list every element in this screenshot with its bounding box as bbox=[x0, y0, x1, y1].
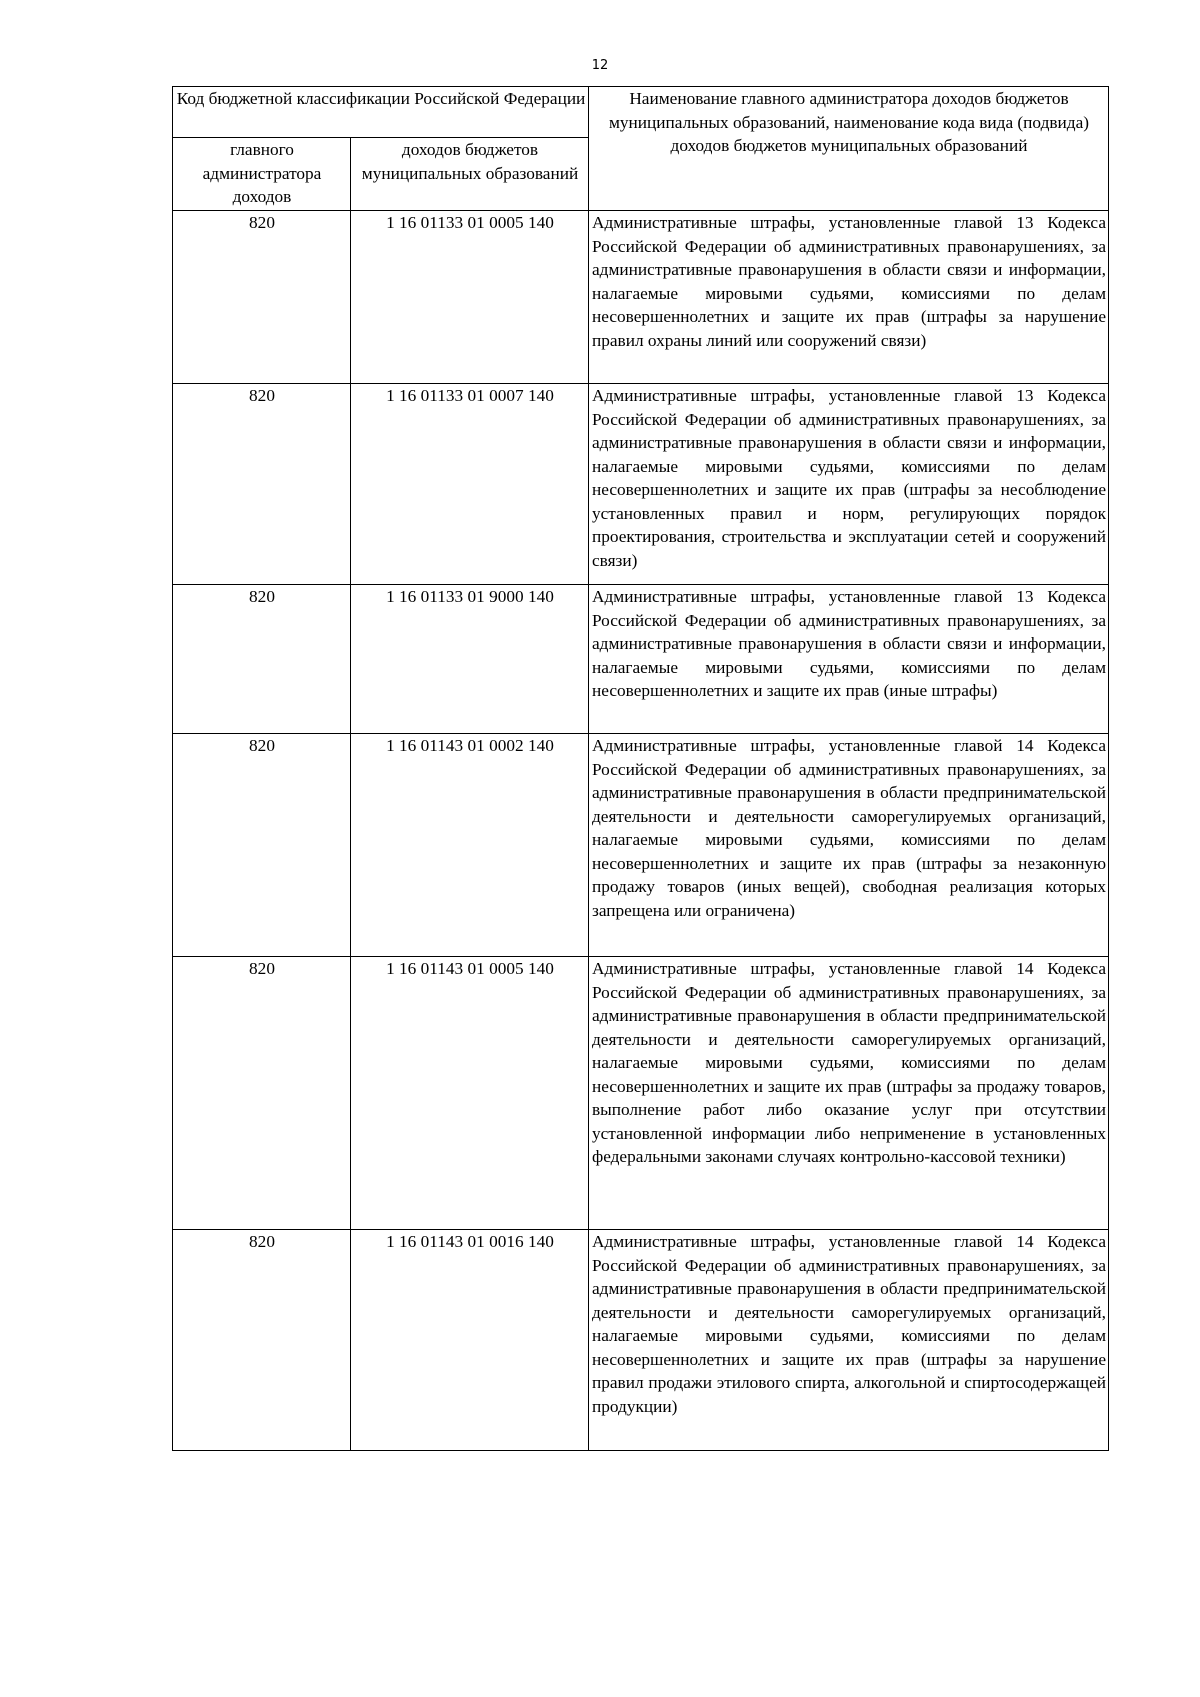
admin-code-cell: 820 bbox=[173, 211, 351, 384]
description-cell: Административные штрафы, установленные главой 13 Кодекса Российской Федерации об административных правонарушениях, за административные правонарушения в области связи и информации, налагаемые мировыми судьями, комиссиями по делам несовершеннолетних и защите их прав (штрафы за нарушение правил охраны линий или сооружений связи) bbox=[589, 211, 1109, 384]
description-cell: Административные штрафы, установленные главой 13 Кодекса Российской Федерации об административных правонарушениях, за административные правонарушения в области связи и информации, налагаемые мировыми судьями, комиссиями по делам несовершеннолетних и защите их прав (иные штрафы) bbox=[589, 585, 1109, 734]
admin-code-cell: 820 bbox=[173, 1230, 351, 1451]
admin-code-cell: 820 bbox=[173, 957, 351, 1230]
income-code-cell: 1 16 01143 01 0016 140 bbox=[351, 1230, 589, 1451]
admin-code-cell: 820 bbox=[173, 384, 351, 585]
table-row bbox=[173, 957, 1109, 1230]
income-code-cell: 1 16 01133 01 9000 140 bbox=[351, 585, 589, 734]
header-name-column: Наименование главного администратора доходов бюджетов муниципальных образований, наименование кода вида (подвида) доходов бюджетов муниципальных образований bbox=[589, 87, 1109, 211]
budget-classification-table bbox=[172, 86, 1109, 1451]
header-income-column: доходов бюджетов муниципальных образований bbox=[351, 138, 589, 211]
income-code-cell: 1 16 01143 01 0002 140 bbox=[351, 734, 589, 957]
table-row bbox=[173, 585, 1109, 734]
page-number: 12 bbox=[591, 58, 609, 73]
income-code-cell: 1 16 01143 01 0005 140 bbox=[351, 957, 589, 1230]
description-cell: Административные штрафы, установленные главой 14 Кодекса Российской Федерации об административных правонарушениях, за административные правонарушения в области предпринимательской деятельности и деятельности саморегулируемых организаций, налагаемые мировыми судьями, комиссиями по делам несовершеннолетних и защите их прав (штрафы за нарушение правил продажи этилового спирта, алкогольной и спиртосодержащей продукции) bbox=[589, 1230, 1109, 1451]
admin-code-cell: 820 bbox=[173, 734, 351, 957]
table-row bbox=[173, 734, 1109, 957]
income-code-cell: 1 16 01133 01 0007 140 bbox=[351, 384, 589, 585]
admin-code-cell: 820 bbox=[173, 585, 351, 734]
table-header-row bbox=[173, 87, 1109, 138]
table-row bbox=[173, 384, 1109, 585]
income-code-cell: 1 16 01133 01 0005 140 bbox=[351, 211, 589, 384]
description-cell: Административные штрафы, установленные главой 14 Кодекса Российской Федерации об административных правонарушениях, за административные правонарушения в области предпринимательской деятельности и деятельности саморегулируемых организаций, налагаемые мировыми судьями, комиссиями по делам несовершеннолетних и защите их прав (штрафы за незаконную продажу товаров (иных вещей), свободная реализация которых запрещена или ограничена) bbox=[589, 734, 1109, 957]
header-admin-column: главного администратора доходов bbox=[173, 138, 351, 211]
description-cell: Административные штрафы, установленные главой 13 Кодекса Российской Федерации об административных правонарушениях, за административные правонарушения в области связи и информации, налагаемые мировыми судьями, комиссиями по делам несовершеннолетних и защите их прав (штрафы за несоблюдение установленных правил и норм, регулирующих порядок проектирования, строительства и эксплуатации сетей и сооружений связи) bbox=[589, 384, 1109, 585]
header-code-group: Код бюджетной классификации Российской Федерации bbox=[173, 87, 589, 138]
table-row bbox=[173, 1230, 1109, 1451]
table-row bbox=[173, 211, 1109, 384]
description-cell: Административные штрафы, установленные главой 14 Кодекса Российской Федерации об административных правонарушениях, за административные правонарушения в области предпринимательской деятельности и деятельности саморегулируемых организаций, налагаемые мировыми судьями, комиссиями по делам несовершеннолетних и защите их прав (штрафы за продажу товаров, выполнение работ либо оказание услуг при отсутствии установленной информации либо неприменение в установленных федеральными законами случаях контрольно-кассовой техники) bbox=[589, 957, 1109, 1230]
